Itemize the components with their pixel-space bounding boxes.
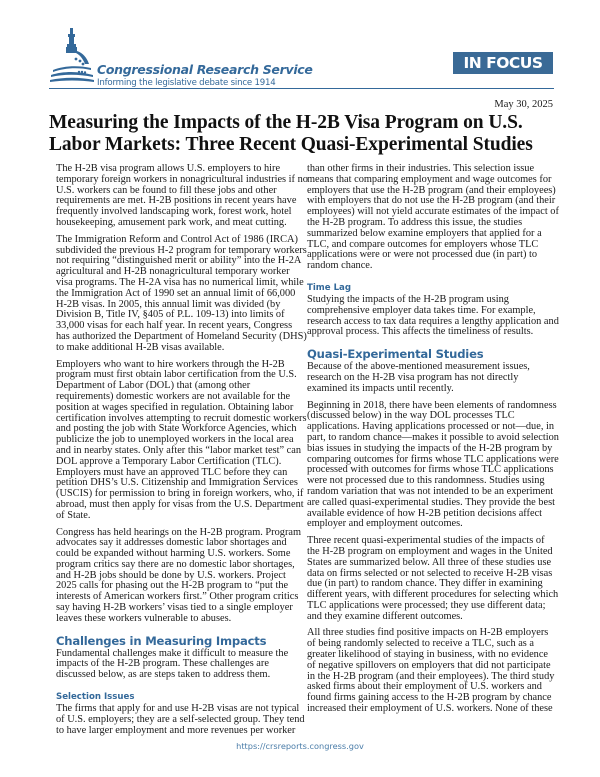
body-paragraph: Beginning in 2018, there have been elements of randomness (discussed below) in the way DOL processes TLC applications. Having applications processed or not—due, in part, to random chance—makes it possible to avoid selection bias issues in studying the impacts of the H-2B program by comparing outcomes for firms whose TLC applications were processed with outcomes for firms whose TLC applications were not processed due to this randomness. Studies using random variation that was not intended to be an experiment are called quasi-experimental studies. They provide the best available evidence of how H-2B petition decisions affect employer and employment outcomes. bbox=[307, 399, 559, 530]
header-divider bbox=[49, 88, 554, 89]
body-paragraph: than other firms in their industries. This selection issue means that comparing employment and wage outcomes for employers that use the H-2B program (and their employees) with employers that do not use the H-2B program (and their employees) will not yield accurate estimates of the impact of the H-2B program. To address this issue, the studies summarized below examine employers that applied for a TLC, and compare outcomes for employers whose TLC applications were or were not processed due (in part) to random chance. bbox=[307, 163, 559, 272]
page-header bbox=[49, 26, 474, 94]
subsection-heading-selection: Selection Issues bbox=[56, 692, 135, 703]
body-paragraph: The Immigration Reform and Control Act of 1986 (IRCA) subdivided the previous H-2 program for temporary workers not requiring “distinguished merit or ability” into the H-2A agricultural and H-2B nonagricultural temporary worker visa programs. The H-2A visa has no numerical limit, while the Immigration Act of 1990 set an annual limit of 66,000 H-2B visas. In 2005, this annual limit was divided (by Division B, Title IV, §405 of P.L. 109-13) into limits of 33,000 visas for each half year. In recent years, Congress has authorized the Department of Homeland Security (DHS) to make additional H-2B visas available. bbox=[56, 233, 307, 353]
section-heading-challenges: Challenges in Measuring Impacts bbox=[56, 633, 267, 648]
in-focus-badge: IN FOCUS bbox=[453, 52, 553, 74]
publication-date: May 30, 2025 bbox=[494, 99, 553, 110]
body-paragraph: Because of the above-mentioned measurement issues, research on the H-2B visa program has not directly examined its impacts until recently. bbox=[307, 361, 530, 394]
right-column bbox=[307, 164, 559, 721]
body-paragraph: Congress has held hearings on the H-2B program. Program advocates say it addresses domestic labor shortages and could be expanded without harming U.S. workers. Some program critics say there are no domestic labor shortages, and H-2B jobs should be done by U.S. workers. Project 2025 calls for phasing out the H-2B program to “put the interests of American workers first.” Other program critics say having H-2B workers’ visas tied to a single employer leaves these workers vulnerable to abuses. bbox=[56, 526, 302, 624]
brand-tagline: Informing the legislative debate since 1914 bbox=[97, 78, 276, 88]
body-paragraph: All three studies find positive impacts on H-2B employers of being randomly selected to receive a TLC, such as a greater likelihood of staying in business, with no evidence of negative spillovers on employers that did not participate in the H-2B program (and their employees). The third study asked firms about their employment of U.S. workers and found firms gaining access to the H-2B program by chance increased their employment of U.S. workers. None of these bbox=[307, 627, 555, 715]
footer-url-link[interactable]: https://crsreports.congress.gov bbox=[236, 741, 364, 751]
body-paragraph: Fundamental challenges make it difficult to measure the impacts of the H-2B program. These challenges are discussed below, as are steps taken to address them. bbox=[56, 647, 289, 681]
brand-name: Congressional Research Service bbox=[97, 62, 313, 77]
left-column bbox=[56, 164, 308, 742]
subsection-heading-time-lag: Time Lag bbox=[307, 282, 352, 293]
body-paragraph: The firms that apply for and use H-2B visas are not typical of U.S. employers; they are a self-selected group. They tend to have larger employment and more revenues per worker bbox=[56, 703, 305, 736]
body-paragraph: Employers who want to hire workers through the H-2B program must first obtain labor certification from the U.S. Department of Labor (DOL) that (among other requirements) domestic workers are not available for the position at wages specified in regulation. Obtaining labor certification involves attempting to recruit domestic workers and posting the job with State Workforce Agencies, which publicize the job to unemployed workers in the local area and in nearby states. Only after this “labor market test” can DOL approve a Temporary Labor Certification (TLC). Employers must have an approved TLC before they can petition DHS’s U.S. Citizenship and Immigration Services (USCIS) for permission to bring in foreign workers, who, if abroad, must then apply for visas from the U.S. Department of State. bbox=[56, 358, 307, 521]
capitol-dome-icon bbox=[49, 26, 95, 84]
document-title: Measuring the Impacts of the H-2B Visa Program on U.S. Labor Markets: Three Recent Quasi-Experimental Studies bbox=[49, 112, 533, 155]
body-paragraph: The H-2B visa program allows U.S. employers to hire temporary foreign workers in nonagricultural industries if no U.S. workers can be found to fill these jobs and other requirements are met. H-2B positions in recent years have frequently involved landscaping work, forest work, hotel housekeeping, amusement park work, and meat cutting. bbox=[56, 163, 308, 228]
section-heading-quasi-experimental: Quasi-Experimental Studies bbox=[307, 347, 484, 362]
body-paragraph: Three recent quasi-experimental studies of the impacts of the H-2B program on employment and wages in the United States are summarized below. All three of these studies use data on firms selected or not selected to receive H-2B visas due (in part) to random chance. They differ in examining different years, with different procedures for selecting which TLC applications were processed; they use different data; and they examine different outcomes. bbox=[307, 535, 559, 622]
body-paragraph: Studying the impacts of the H-2B program using comprehensive employer data takes time. For example, research access to tax data requires a lengthy application and approval process. This affects the timeliness of results. bbox=[307, 293, 559, 338]
